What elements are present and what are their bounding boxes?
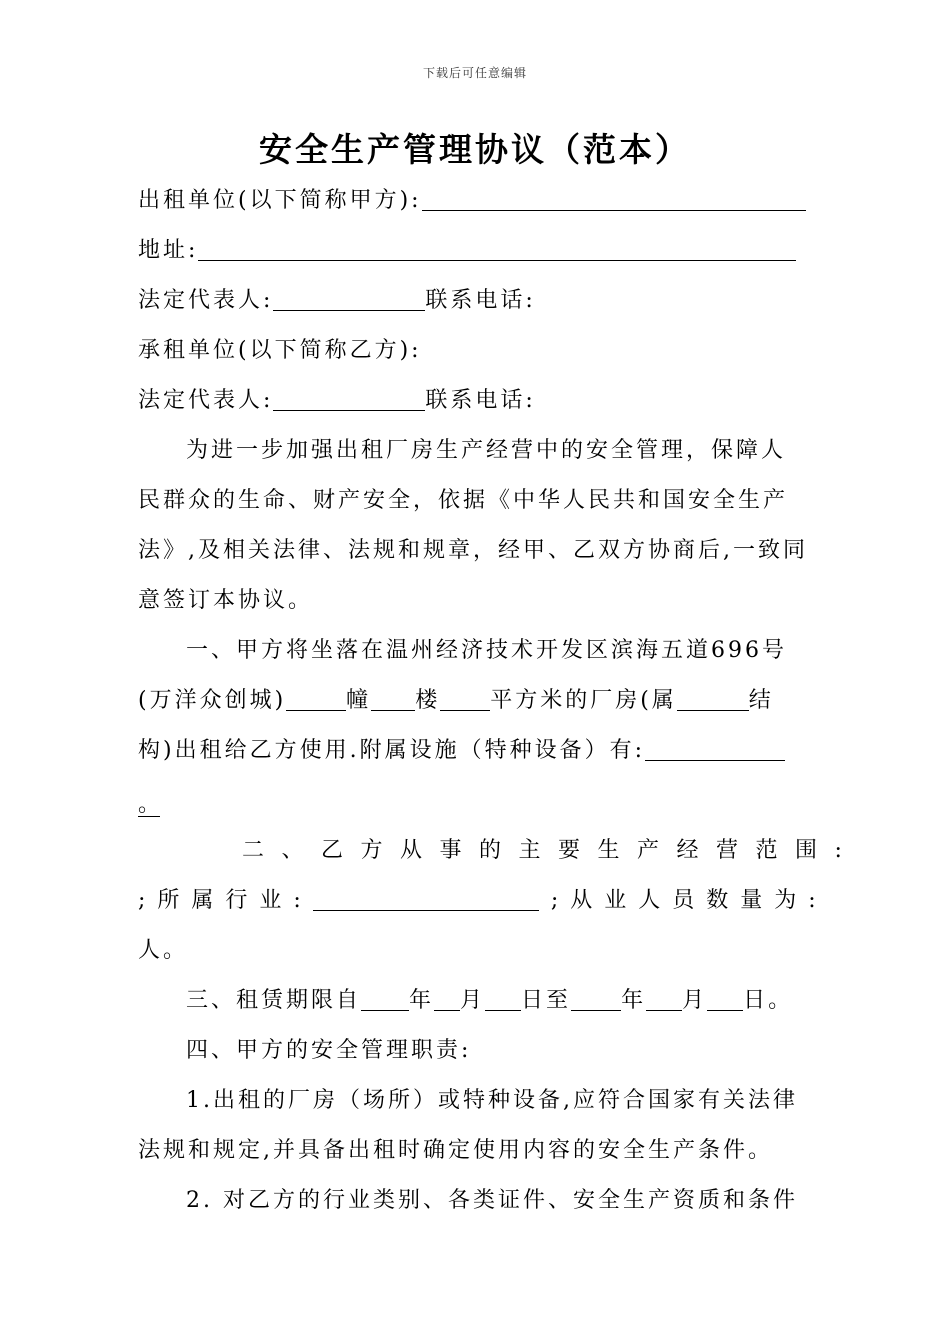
address-blank[interactable]	[198, 238, 796, 261]
clause4-item1-line-1: 1.出租的厂房（场所）或特种设备,应符合国家有关法律	[186, 1088, 798, 1113]
clause1-line-1: 一、甲方将坐落在温州经济技术开发区滨海五道696号	[186, 638, 787, 663]
preamble-line-3: 法》,及相关法律、法规和规章，经甲、乙双方协商后,一致同	[138, 538, 808, 563]
address-line: 地址:	[138, 236, 814, 266]
clause1-line-2: (万洋众创城) 幢 楼 平方米的厂房(属 结	[138, 688, 774, 713]
lessee-line: 承租单位(以下简称乙方):	[138, 338, 422, 363]
lessee-rep-line: 法定代表人: 联系电话:	[138, 388, 536, 413]
preamble-line-2: 民群众的生命、财产安全，依据《中华人民共和国安全生产	[138, 488, 789, 513]
start-day-blank[interactable]	[485, 988, 521, 1011]
area-blank[interactable]	[440, 688, 490, 711]
lessor-blank[interactable]	[422, 188, 806, 211]
start-month-blank[interactable]	[434, 988, 460, 1011]
start-year-blank[interactable]	[361, 988, 409, 1011]
end-month-blank[interactable]	[646, 988, 682, 1011]
floor-blank[interactable]	[371, 688, 415, 711]
facilities-blank[interactable]	[645, 738, 785, 761]
industry-blank[interactable]	[313, 888, 539, 911]
header-note: 下载后可任意编辑	[422, 66, 527, 80]
lessee-rep-blank[interactable]	[273, 388, 425, 411]
clause4-heading: 四、甲方的安全管理职责:	[186, 1038, 472, 1063]
clause3-line: 三、租赁期限自 年 月 日至 年 月 日。	[186, 988, 794, 1013]
building-blank[interactable]	[286, 688, 346, 711]
end-day-blank[interactable]	[707, 988, 743, 1011]
end-year-blank[interactable]	[571, 988, 621, 1011]
preamble-line-1: 为进一步加强出租厂房生产经营中的安全管理，保障人	[186, 438, 787, 463]
lessor-line: 出租单位(以下简称甲方):	[138, 186, 814, 216]
lessor-rep-blank[interactable]	[273, 288, 425, 311]
clause1-line-4: 。	[138, 792, 164, 817]
document-title: 安全生产管理协议（范本）	[259, 130, 691, 169]
structure-blank[interactable]	[677, 688, 749, 711]
clause2-line-1: 二、乙方从事的主要生产经营范围:	[242, 838, 860, 863]
clause4-item2-line-1: 2. 对乙方的行业类别、各类证件、安全生产资质和条件	[186, 1188, 798, 1213]
clause2-line-2: ;所属行业: ;从业人员数量为:	[138, 888, 828, 913]
clause4-item1-line-2: 法规和规定,并具备出租时确定使用内容的安全生产条件。	[138, 1138, 773, 1163]
lessor-rep-line: 法定代表人: 联系电话:	[138, 288, 536, 313]
preamble-line-4: 意签订本协议。	[138, 588, 314, 613]
clause1-line-3: 构)出租给乙方使用.附属设施（特种设备）有:	[138, 736, 814, 766]
clause2-line-3: 人。	[138, 938, 189, 963]
